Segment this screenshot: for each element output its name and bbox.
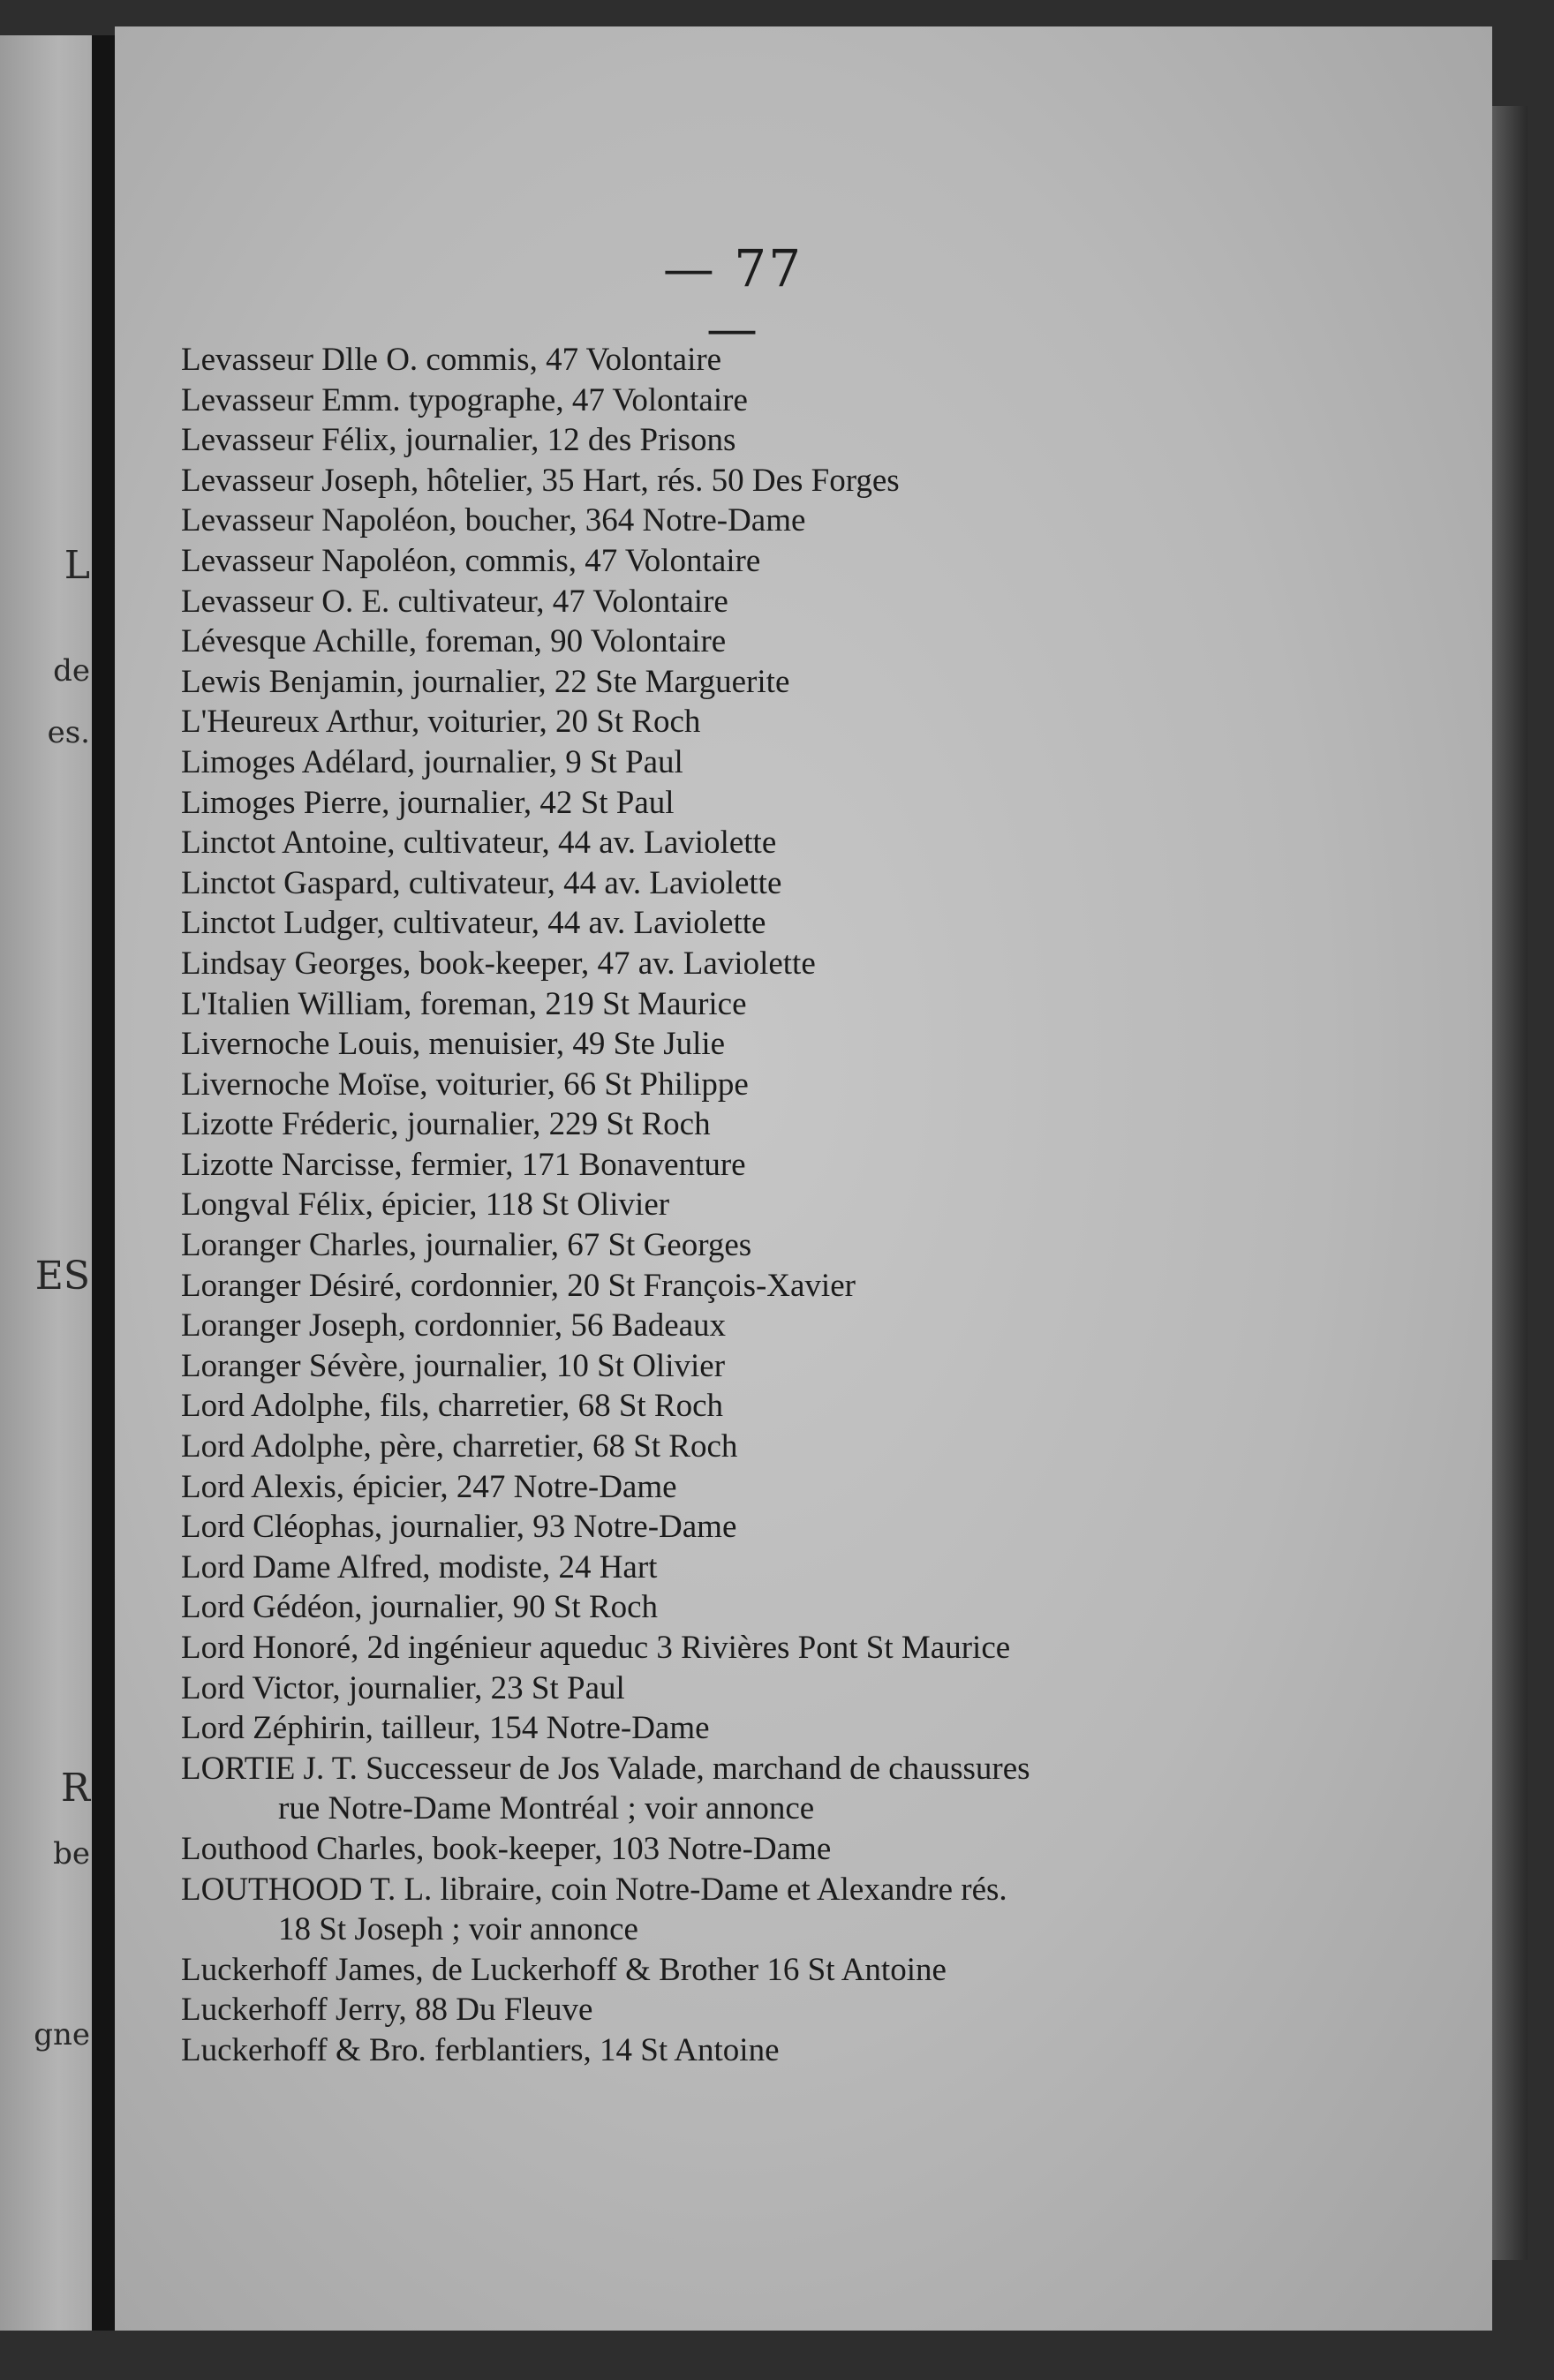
directory-entry: Lizotte Fréderic, journalier, 229 St Roch <box>181 1106 711 1143</box>
directory-entry: Loranger Joseph, cordonnier, 56 Badeaux <box>181 1307 727 1344</box>
directory-entry: Lévesque Achille, foreman, 90 Volontaire <box>181 623 727 660</box>
previous-page-edge <box>0 35 97 2331</box>
directory-entry: Luckerhoff & Bro. ferblantiers, 14 St Antoine <box>181 2031 780 2068</box>
prev-fragment: R <box>60 1766 90 1811</box>
directory-entry: Linctot Antoine, cultivateur, 44 av. Laviolette <box>181 825 777 862</box>
directory-entry: Livernoche Louis, menuisier, 49 Ste Julie <box>181 1026 726 1063</box>
directory-entry: Levasseur Napoléon, commis, 47 Volontaire <box>181 542 761 579</box>
directory-entry: Loranger Sévère, journalier, 10 St Olivier <box>181 1347 726 1384</box>
prev-fragment: de <box>53 653 90 689</box>
directory-entry: Lord Gédéon, journalier, 90 St Roch <box>181 1589 659 1626</box>
directory-entry: Levasseur Napoléon, boucher, 364 Notre-Dame <box>181 502 806 539</box>
directory-entry: Linctot Ludger, cultivateur, 44 av. Laviolette <box>181 905 766 942</box>
directory-entry: Lindsay Georges, book-keeper, 47 av. Laviolette <box>181 945 816 982</box>
directory-entry-continuation: 18 St Joseph ; voir annonce <box>278 1911 638 1948</box>
directory-entry: Lord Dame Alfred, modiste, 24 Hart <box>181 1548 658 1585</box>
directory-entry: Longval Félix, épicier, 118 St Olivier <box>181 1186 670 1224</box>
directory-entry: Lord Zéphirin, tailleur, 154 Notre-Dame <box>181 1710 710 1747</box>
directory-entry: Louthood Charles, book-keeper, 103 Notre-Dame <box>181 1830 832 1867</box>
prev-fragment: ES <box>34 1254 90 1299</box>
directory-entry: Loranger Charles, journalier, 67 St Georges <box>181 1227 752 1264</box>
directory-entry: L'Italien William, foreman, 219 St Maurice <box>181 985 747 1022</box>
directory-entry: Lord Victor, journalier, 23 St Paul <box>181 1669 625 1706</box>
binding-gutter <box>92 35 115 2331</box>
directory-entry: Lord Cléophas, journalier, 93 Notre-Dame <box>181 1509 737 1546</box>
directory-entry: LORTIE J. T. Successeur de Jos Valade, marchand de chaussures <box>181 1750 1030 1787</box>
directory-entry: Limoges Adélard, journalier, 9 St Paul <box>181 743 683 780</box>
directory-entry: Lizotte Narcisse, fermier, 171 Bonaventure <box>181 1146 746 1183</box>
directory-entry: Levasseur Félix, journalier, 12 des Prisons <box>181 422 736 459</box>
directory-entry: Luckerhoff Jerry, 88 Du Fleuve <box>181 1992 593 2029</box>
directory-entry: Luckerhoff James, de Luckerhoff & Brother 16 St Antoine <box>181 1951 947 1988</box>
prev-fragment: gne <box>34 2017 90 2052</box>
page-edge-shadow <box>1492 106 1528 2260</box>
directory-entry: Livernoche Moïse, voiturier, 66 St Philippe <box>181 1066 749 1103</box>
directory-entry: Limoges Pierre, journalier, 42 St Paul <box>181 784 675 821</box>
directory-entry: Lewis Benjamin, journalier, 22 Ste Marguerite <box>181 663 790 700</box>
directory-entry: Lord Honoré, 2d ingénieur aqueduc 3 Rivières Pont St Maurice <box>181 1630 1011 1666</box>
directory-entry: Linctot Gaspard, cultivateur, 44 av. Laviolette <box>181 864 782 901</box>
directory-entry: L'Heureux Arthur, voiturier, 20 St Roch <box>181 704 701 741</box>
directory-entry: Lord Adolphe, père, charretier, 68 St Roch <box>181 1428 738 1465</box>
prev-fragment: be <box>53 1836 90 1872</box>
directory-entry: Levasseur Joseph, hôtelier, 35 Hart, rés. 50 Des Forges <box>181 462 900 499</box>
page-number: — 77 — <box>662 238 803 358</box>
directory-entry: LOUTHOOD T. L. libraire, coin Notre-Dame et Alexandre rés. <box>181 1871 1007 1908</box>
directory-entry: Loranger Désiré, cordonnier, 20 St François-Xavier <box>181 1267 856 1304</box>
prev-fragment: es. <box>47 715 90 750</box>
prev-fragment: L <box>64 543 90 588</box>
directory-entry: Lord Adolphe, fils, charretier, 68 St Roch <box>181 1388 724 1425</box>
directory-entries <box>181 340 1329 2071</box>
directory-entry: Levasseur Emm. typographe, 47 Volontaire <box>181 381 748 418</box>
directory-entry-continuation: rue Notre-Dame Montréal ; voir annonce <box>278 1790 815 1827</box>
directory-entry: Levasseur O. E. cultivateur, 47 Volontaire <box>181 583 728 620</box>
directory-entry: Levasseur Dlle O. commis, 47 Volontaire <box>181 342 722 378</box>
directory-entry: Lord Alexis, épicier, 247 Notre-Dame <box>181 1468 677 1505</box>
